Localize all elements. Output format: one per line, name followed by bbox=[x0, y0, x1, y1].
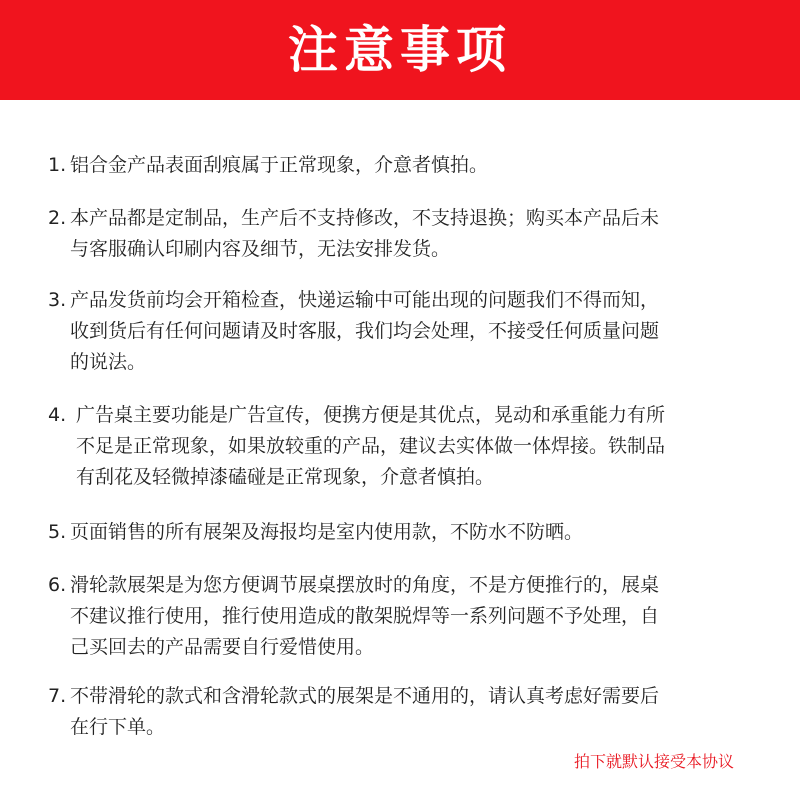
notice-text: 铝合金产品表面刮痕属于正常现象，介意者慎拍。 bbox=[70, 154, 489, 176]
notice-number: 1. bbox=[48, 154, 67, 176]
notice-text: 广告桌主要功能是广告宣传，便携方便是其优点，晃动和承重能力有所 不足是正常现象，如果放较重的产品，建议去实体做一体焊接。铁制品 有刮花及轻微掉漆磕碰是正常现象，介意者慎拍。 bbox=[76, 404, 666, 488]
notice-item-4 bbox=[48, 400, 768, 493]
notice-text: 滑轮款展架是为您方便调节展桌摆放时的角度，不是方便推行的，展桌 不建议推行使用，推行使用造成的散架脱焊等一系列问题不予处理，自 己买回去的产品需要自行爱惜使用。 bbox=[70, 574, 660, 658]
notice-item-7 bbox=[48, 681, 768, 743]
notice-item-1 bbox=[48, 150, 768, 181]
notice-number: 6. bbox=[48, 574, 67, 596]
agreement-note: 拍下就默认接受本协议 bbox=[573, 752, 734, 771]
notice-text: 不带滑轮的款式和含滑轮款式的展架是不通用的，请认真考虑好需要后 在行下单。 bbox=[70, 685, 660, 738]
header-banner bbox=[0, 0, 800, 100]
notice-text: 页面销售的所有展架及海报均是室内使用款，不防水不防晒。 bbox=[70, 521, 584, 543]
page-title: 注意事项 bbox=[288, 21, 512, 79]
notice-text: 本产品都是定制品，生产后不支持修改，不支持退换；购买本产品后未 与客服确认印刷内容及细节，无法安排发货。 bbox=[70, 207, 660, 260]
notice-item-2 bbox=[48, 203, 768, 265]
notice-list bbox=[48, 150, 768, 743]
notice-number: 4. bbox=[48, 404, 67, 426]
notice-item-6 bbox=[48, 570, 768, 663]
notice-item-5 bbox=[48, 517, 768, 548]
notice-number: 5. bbox=[48, 521, 67, 543]
notice-number: 7. bbox=[48, 685, 67, 707]
notice-text: 产品发货前均会开箱检查，快递运输中可能出现的问题我们不得而知， 收到货后有任何问题请及时客服，我们均会处理，不接受任何质量问题 的说法。 bbox=[70, 289, 660, 373]
notice-item-3 bbox=[48, 285, 768, 378]
notice-number: 2. bbox=[48, 207, 67, 229]
notice-number: 3. bbox=[48, 289, 67, 311]
